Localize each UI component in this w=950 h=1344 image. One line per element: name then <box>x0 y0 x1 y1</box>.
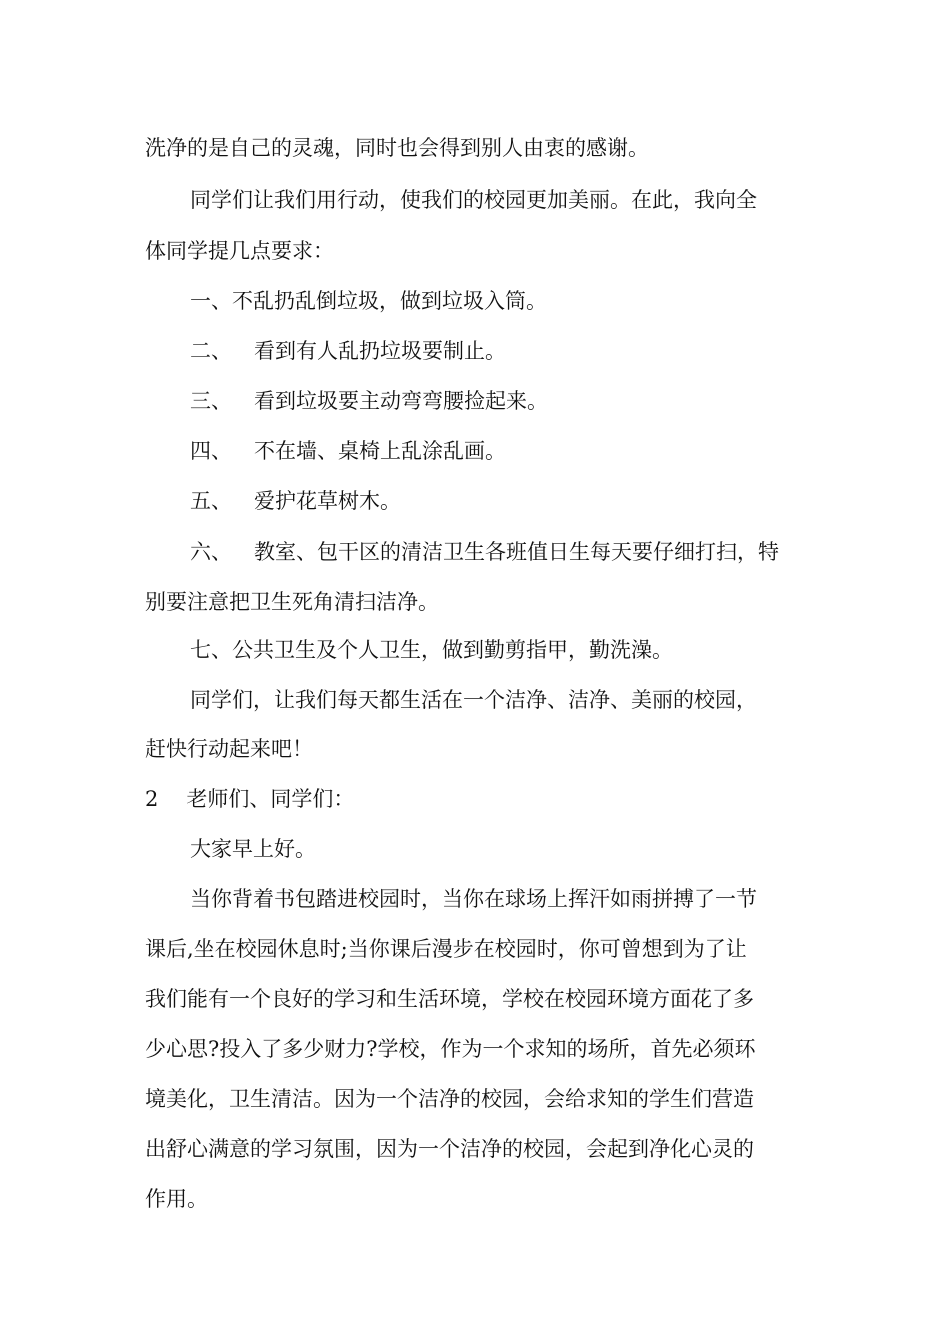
list-item-text: 看到有人乱扔垃圾要制止。 <box>254 339 506 363</box>
list-item-text: 爱护花草树木。 <box>254 489 401 513</box>
list-marker: 三、 <box>190 389 232 413</box>
salutation: 老师们、同学们： <box>186 787 355 811</box>
text-line: 体同学提几点要求： <box>145 239 334 263</box>
list-item <box>190 486 401 516</box>
text-line: 当你背着书包踏进校园时，当你在球场上挥汗如雨拼搏了一节 <box>190 887 757 911</box>
section-heading <box>145 784 354 814</box>
text-line: 同学们，让我们每天都生活在一个洁净、洁净、美丽的校园， <box>190 688 757 712</box>
text-line: 大家早上好。 <box>190 837 316 861</box>
list-marker: 五、 <box>190 489 232 513</box>
list-item <box>190 436 506 466</box>
list-item: 七、公共卫生及个人卫生，做到勤剪指甲，勤洗澡。 <box>190 638 673 662</box>
list-item <box>190 386 548 416</box>
section-number: 2 <box>145 787 159 811</box>
text-line: 别要注意把卫生死角清扫洁净。 <box>145 590 439 614</box>
list-item <box>190 336 506 366</box>
text-line: 赶快行动起来吧！ <box>145 737 313 761</box>
list-item-text: 不在墙、桌椅上乱涂乱画。 <box>254 439 506 463</box>
list-item: 一、不乱扔乱倒垃圾，做到垃圾入筒。 <box>190 289 547 313</box>
text-line: 作用。 <box>145 1187 208 1211</box>
text-line: 洗净的是自己的灵魂，同时也会得到别人由衷的感谢。 <box>145 136 649 160</box>
list-item-text: 教室、包干区的清洁卫生各班值日生每天要仔细打扫，特 <box>254 540 779 564</box>
list-marker: 二、 <box>190 339 232 363</box>
text-line: 同学们让我们用行动，使我们的校园更加美丽。在此，我向全 <box>190 188 757 212</box>
text-line: 课后,坐在校园休息时;当你课后漫步在校园时，你可曾想到为了让 <box>145 937 747 961</box>
text-line: 少心思?投入了多少财力?学校，作为一个求知的场所，首先必须环 <box>145 1037 756 1061</box>
list-item-text: 看到垃圾要主动弯弯腰捡起来。 <box>254 389 548 413</box>
text-line: 出舒心满意的学习氛围，因为一个洁净的校园，会起到净化心灵的 <box>145 1137 754 1161</box>
text-line: 境美化，卫生清洁。因为一个洁净的校园，会给求知的学生们营造 <box>145 1087 754 1111</box>
list-marker: 六、 <box>190 540 232 564</box>
text-line: 我们能有一个良好的学习和生活环境，学校在校园环境方面花了多 <box>145 987 754 1011</box>
list-item <box>190 537 779 567</box>
list-marker: 四、 <box>190 439 232 463</box>
